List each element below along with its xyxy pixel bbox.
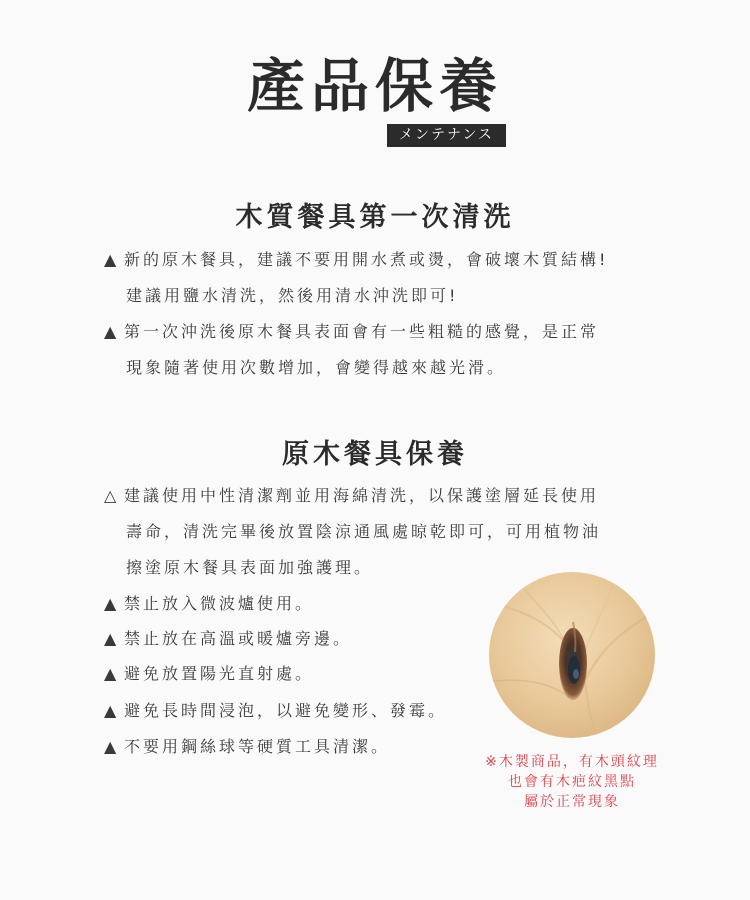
triangle-bullet-icon: ▲	[104, 322, 117, 341]
triangle-bullet-icon: ▲	[104, 629, 117, 648]
triangle-bullet-icon: ▲	[104, 701, 117, 720]
subtitle-tag: メンテナンス	[387, 124, 506, 147]
triangle-bullet-icon: ▲	[104, 737, 117, 756]
page-title: 產品保養	[246, 52, 503, 120]
note-line: 屬於正常現象	[524, 794, 620, 810]
list-item	[104, 735, 390, 759]
note-line: ※木製商品，有木頭紋理	[485, 754, 659, 770]
list-item	[104, 592, 314, 616]
list-item-text: 建議使用中性清潔劑並用海綿清洗，以保護塗層延長使用	[124, 486, 600, 505]
list-item	[104, 662, 314, 686]
list-item-text: 禁止放在高溫或暖爐旁邊。	[124, 629, 353, 648]
list-item	[104, 699, 447, 723]
triangle-bullet-icon: ▲	[104, 250, 117, 269]
note-line: 也會有木疤紋黑點	[508, 774, 636, 790]
list-item-continuation: 建議用鹽水清洗，然後用清水沖洗即可!	[126, 286, 459, 305]
open-triangle-bullet-icon: △	[104, 486, 117, 505]
list-item	[104, 248, 608, 272]
triangle-bullet-icon: ▲	[104, 664, 117, 683]
list-item	[104, 484, 599, 508]
wood-knot-image	[489, 572, 655, 738]
list-item	[104, 320, 599, 344]
list-item-text: 新的原木餐具，建議不要用開水煮或燙，會破壞木質結構!	[124, 250, 609, 269]
list-item-text: 禁止放入微波爐使用。	[124, 594, 315, 613]
section-title-maintenance: 原木餐具保養	[282, 439, 468, 470]
list-item-text: 避免放置陽光直射處。	[124, 664, 315, 683]
list-item-continuation: 現象隨著使用次數增加，會變得越來越光滑。	[126, 358, 507, 377]
list-item-continuation: 擦塗原木餐具表面加強護理。	[126, 558, 374, 577]
list-item-text: 避免長時間浸泡，以避免變形、發霉。	[124, 701, 448, 720]
section-title-first-wash: 木質餐具第一次清洗	[235, 202, 515, 233]
list-item-text: 不要用鋼絲球等硬質工具清潔。	[124, 737, 391, 756]
list-item	[104, 627, 352, 651]
list-item-text: 第一次沖洗後原木餐具表面會有一些粗糙的感覺，是正常	[124, 322, 600, 341]
triangle-bullet-icon: ▲	[104, 594, 117, 613]
list-item-continuation: 壽命，清洗完畢後放置陰涼通風處晾乾即可，可用植物油	[126, 522, 602, 541]
